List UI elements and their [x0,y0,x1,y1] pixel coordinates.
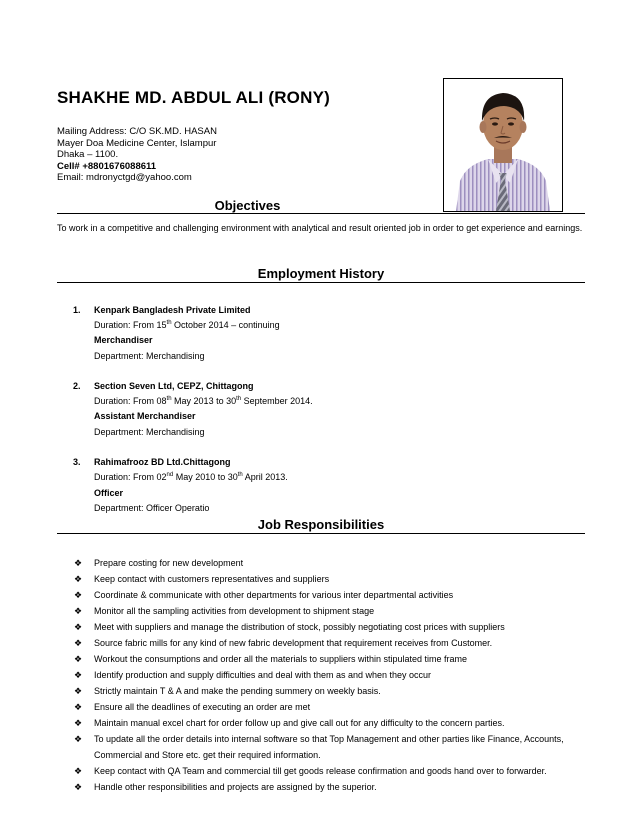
job-company: Rahimafrooz BD Ltd.Chittagong [94,457,231,467]
cell-number: Cell# +8801676088611 [57,160,157,172]
diamond-bullet-icon: ❖ [74,638,83,648]
list-item-text: Workout the consumptions and order all the materials to suppliers within stipulated time frame [94,654,468,664]
responsibilities-heading: Job Responsibilities [257,517,385,532]
job-duration: Duration: From 08th May 2013 to 30th September 2014. [94,396,313,406]
profile-photo-image [444,79,562,211]
list-item [72,763,592,779]
list-item [72,587,592,603]
address-line-3: Dhaka – 1100. [57,149,119,160]
diamond-bullet-icon: ❖ [74,622,83,632]
list-item [72,699,592,715]
job-duration: Duration: From 02nd May 2010 to 30th April 2013. [94,472,288,482]
diamond-bullet-icon: ❖ [74,574,83,584]
diamond-bullet-icon: ❖ [74,670,83,680]
list-item-text: Prepare costing for new development [94,558,244,568]
list-item-text: Coordinate & communicate with other departments for various inter departmental activities [94,590,454,600]
profile-photo [443,78,563,212]
responsibilities-list [72,555,592,795]
employment-heading: Employment History [257,266,385,281]
list-item-text: Strictly maintain T & A and make the pending summery on weekly basis. [94,686,381,696]
list-item-text: Keep contact with QA Team and commercial till get goods release confirmation and goods hand over to forwarder. [94,766,547,776]
list-item [72,715,592,731]
diamond-bullet-icon: ❖ [74,590,83,600]
list-item [72,571,592,587]
objectives-heading: Objectives [214,198,281,213]
job-company: Section Seven Ltd, CEPZ, Chittagong [94,381,254,391]
list-item [72,555,592,571]
objective-text: To work in a competitive and challenging environment with analytical and result oriented job in order to get experience and earnings. [57,223,583,233]
list-item-text: Meet with suppliers and manage the distribution of stock, possibly negotiating cost prices with suppliers [94,622,505,632]
job-role: Merchandiser [94,335,153,345]
diamond-bullet-icon: ❖ [74,718,83,728]
list-item-text: Monitor all the sampling activities from development to shipment stage [94,606,375,616]
responsibilities-divider [57,533,585,534]
address-line-1: Mailing Address: C/O SK.MD. HASAN [57,126,217,137]
job-department: Department: Officer Operatio [94,503,210,513]
job-number: 2. [73,381,81,391]
list-item-text: Handle other responsibilities and projects are assigned by the superior. [94,782,377,792]
list-item [72,683,592,699]
job-role: Officer [94,488,124,498]
diamond-bullet-icon: ❖ [74,654,83,664]
list-item-text: Keep contact with customers representatives and suppliers [94,574,330,584]
diamond-bullet-icon: ❖ [74,766,83,776]
contact-block [57,126,217,184]
job-department: Department: Merchandising [94,427,205,437]
job-department: Department: Merchandising [94,351,205,361]
diamond-bullet-icon: ❖ [74,782,83,792]
employment-divider [57,282,585,283]
list-item-text: Source fabric mills for any kind of new fabric development that requirement receives from Customer. [94,638,493,648]
list-item-text: Maintain manual excel chart for order follow up and give call out for any difficulty to the concern parties. [94,718,505,728]
objectives-divider [57,213,585,214]
list-item-text: To update all the order details into internal software so that Top Management and other parties like Finance, Accounts, Commercial and Store etc. get their required information. [94,734,564,760]
list-item [72,603,592,619]
list-item [72,779,592,795]
diamond-bullet-icon: ❖ [74,558,83,568]
job-company: Kenpark Bangladesh Private Limited [94,305,251,315]
list-item [72,731,592,763]
list-item [72,635,592,651]
job-number: 1. [73,305,81,315]
list-item-text: Identify production and supply difficulties and deal with them as and when they occur [94,670,432,680]
job-role: Assistant Merchandiser [94,411,196,421]
diamond-bullet-icon: ❖ [74,702,83,712]
diamond-bullet-icon: ❖ [74,686,83,696]
address-line-2: Mayer Doa Medicine Center, Islampur [57,137,217,149]
list-item-text: Ensure all the deadlines of executing an order are met [94,702,311,712]
job-duration: Duration: From 15th October 2014 – continuing [94,320,280,330]
diamond-bullet-icon: ❖ [74,734,83,744]
email-address: Email: mdronyctgd@yahoo.com [57,172,192,183]
candidate-name: SHAKHE MD. ABDUL ALI (RONY) [57,88,330,107]
job-number: 3. [73,457,81,467]
diamond-bullet-icon: ❖ [74,606,83,616]
list-item [72,619,592,635]
list-item [72,667,592,683]
list-item [72,651,592,667]
